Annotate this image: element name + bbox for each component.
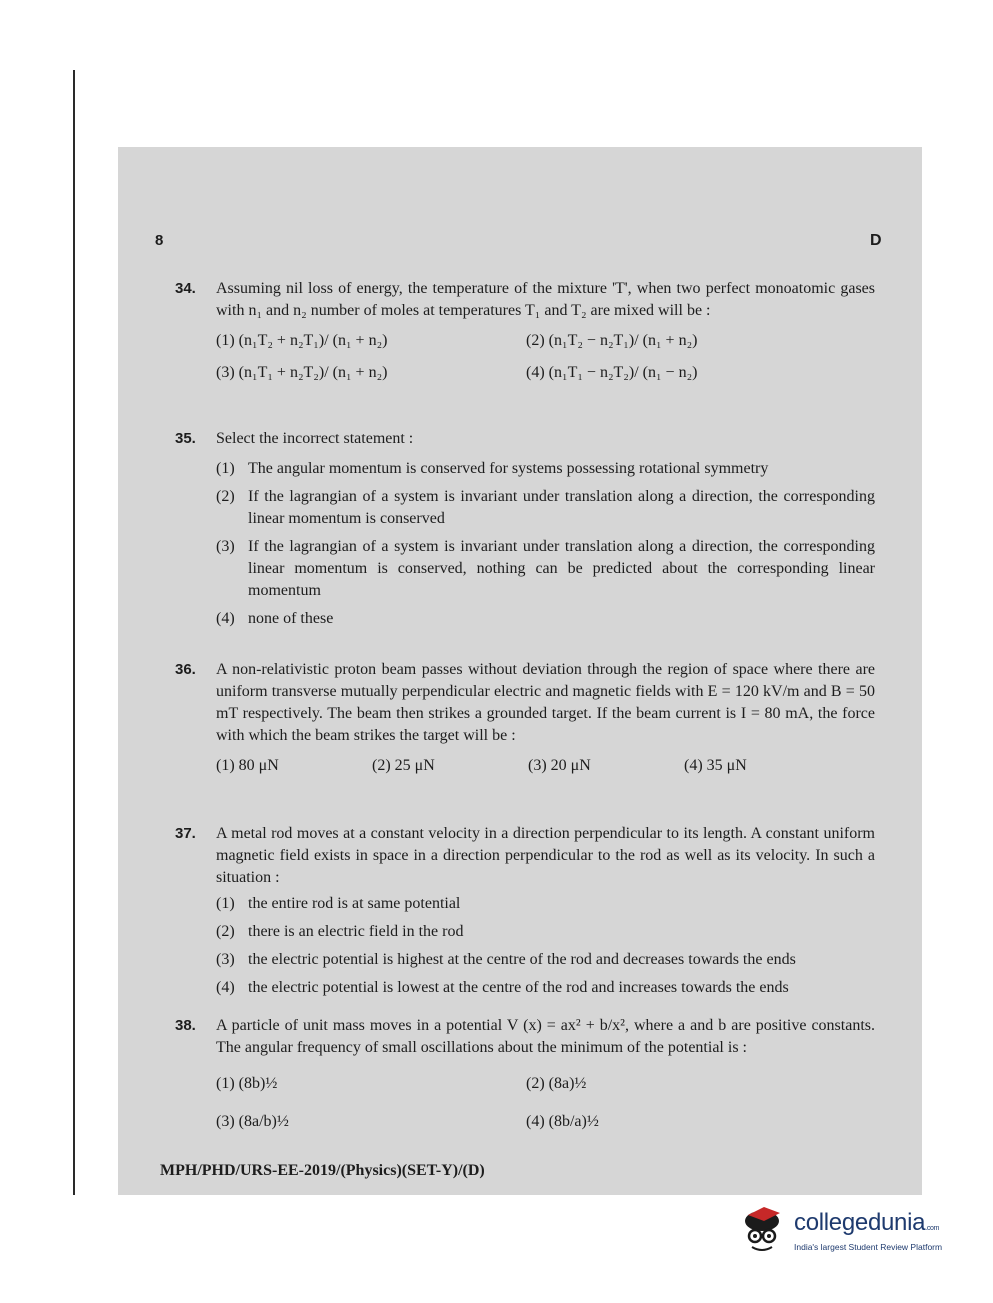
logo-tagline: India's largest Student Review Platform — [794, 1242, 943, 1252]
option-3: (3) (n₁T₁ + n₂T₂)/ (n₁ + n₂) — [216, 364, 388, 381]
page-number: 8 — [155, 232, 164, 249]
option-3: (3) the electric potential is highest at the centre of the rod and decreases towards the ends — [216, 951, 796, 968]
option-2: (2) 25 μN — [372, 757, 435, 774]
option-4: (4) (8b/a)½ — [526, 1113, 599, 1130]
option-2: (2) If the lagrangian of a system is invariant under translation along a direction, the corresponding linear momentum is conserved — [216, 488, 875, 527]
option-2: (2) (n₁T₂ − n₂T₁)/ (n₁ + n₂) — [526, 332, 698, 349]
option-3: (3) If the lagrangian of a system is invariant under translation along a direction, the corresponding linear momentum is conserved, nothing can be predicted about the corresponding linear momentum — [216, 538, 875, 599]
option-1: (1) The angular momentum is conserved for systems possessing rotational symmetry — [216, 460, 769, 477]
question-number: 34. — [175, 280, 196, 297]
option-4: (4) (n₁T₁ − n₂T₂)/ (n₁ − n₂) — [526, 364, 698, 381]
question-34 — [175, 278, 875, 384]
option-4: (4) 35 μN — [684, 757, 747, 774]
question-38 — [175, 1015, 875, 1133]
question-text: Assuming nil loss of energy, the temperature of the mixture 'T', when two perfect monoatomic gases with n₁ and n₂ number of moles at temperatures T₁ and T₂ are mixed will be : — [216, 280, 875, 319]
collegedunia-logo[interactable] — [738, 1203, 963, 1263]
option-1: (1) (8b)½ — [216, 1075, 278, 1092]
question-text: A non-relativistic proton beam passes without deviation through the region of space where there are uniform transverse mutually perpendicular electric and magnetic fields with E = 120 kV/m and B = 50 mT respectively. The beam then strikes a grounded target. If the beam current is I = 80 mA, the force with which the beam strikes the target will be : — [216, 661, 875, 744]
graduate-mascot-icon — [738, 1203, 790, 1261]
paper-code-footer: MPH/PHD/URS-EE-2019/(Physics)(SET-Y)/(D) — [160, 1162, 485, 1179]
option-2: (2) (8a)½ — [526, 1075, 587, 1092]
option-4: (4) none of these — [216, 610, 334, 627]
options — [216, 458, 875, 630]
option-1: (1) 80 μN — [216, 757, 279, 774]
options — [216, 893, 875, 999]
option-3: (3) 20 μN — [528, 757, 591, 774]
options — [216, 330, 875, 384]
page-edge-line — [73, 70, 75, 1195]
question-number: 38. — [175, 1017, 196, 1034]
logo-wordmark: collegedunia.com — [794, 1209, 940, 1236]
question-text: A particle of unit mass moves in a potential V (x) = ax² + b/x², where a and b are positive constants. The angular frequency of small oscillations about the minimum of the potential is : — [216, 1017, 875, 1056]
option-1: (1) the entire rod is at same potential — [216, 895, 461, 912]
option-3: (3) (8a/b)½ — [216, 1113, 289, 1130]
options — [216, 1073, 875, 1133]
question-text: A metal rod moves at a constant velocity in a direction perpendicular to its length. A constant uniform magnetic field exists in space in a direction perpendicular to the rod as well as its velocity. In such a situation : — [216, 825, 875, 886]
question-35 — [175, 428, 875, 636]
set-code: D — [870, 232, 882, 249]
question-37 — [175, 823, 875, 1005]
question-number: 35. — [175, 430, 196, 447]
question-number: 37. — [175, 825, 196, 842]
question-36 — [175, 659, 875, 777]
option-4: (4) the electric potential is lowest at the centre of the rod and increases towards the ends — [216, 979, 789, 996]
option-2: (2) there is an electric field in the rod — [216, 923, 464, 940]
options — [216, 755, 875, 777]
question-number: 36. — [175, 661, 196, 678]
question-text: Select the incorrect statement : — [216, 430, 414, 447]
option-1: (1) (n₁T₂ + n₂T₁)/ (n₁ + n₂) — [216, 332, 388, 349]
